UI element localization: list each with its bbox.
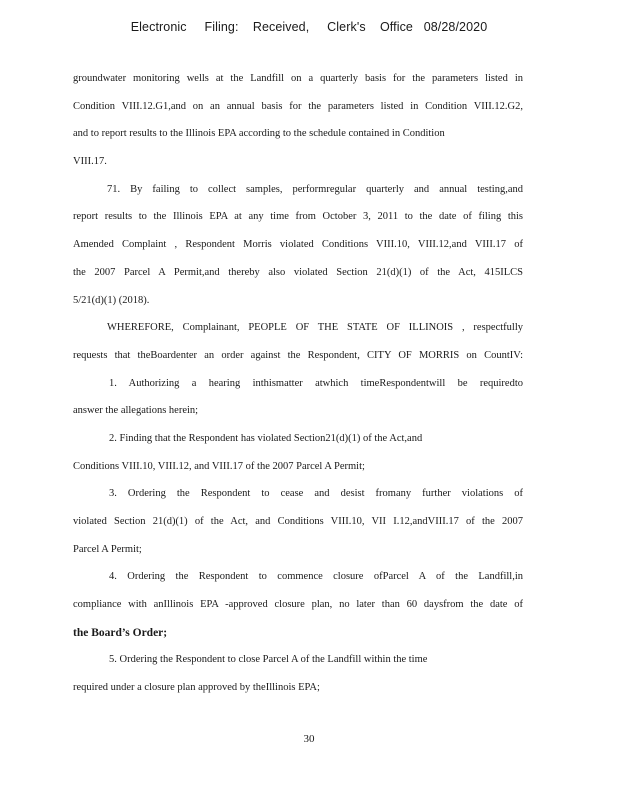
relief-item-2: 2. Finding that the Respondent has violated Section21(d)(1) of the Act,and	[109, 432, 423, 444]
text-line: VIII.17.	[73, 156, 107, 168]
text-line: requests that theBoardenter an order against the Respondent, CITY OF MORRIS on CountIV:	[73, 349, 523, 361]
relief-item-5: 5. Ordering the Respondent to close Parcel A of the Landfill within the time	[109, 654, 428, 666]
text-line: report results to the Illinois EPA at any time from October 3, 2011 to the date of filing this	[73, 211, 523, 223]
wherefore-clause: WHEREFORE, Complainant, PEOPLE OF THE STATE OF ILLINOIS , respectfully	[107, 322, 523, 334]
text-line: Amended Complaint , Respondent Morris violated Conditions VIII.10, VIII.12,and VIII.17 of	[73, 239, 523, 251]
text-line: Conditions VIII.10, VIII.12, and VIII.17 of the 2007 Parcel A Permit;	[73, 460, 365, 472]
page-number: 30	[303, 733, 315, 745]
relief-item-3: 3. Ordering the Respondent to cease and desist fromany further violations of	[109, 488, 523, 500]
text-line: required under a closure plan approved by theIllinois EPA;	[73, 682, 320, 694]
text-line: Parcel A Permit;	[73, 543, 142, 555]
text-line: and to report results to the Illinois EPA according to the schedule contained in Condition	[73, 128, 445, 140]
filing-stamp-header: Electronic Filing: Received, Clerk's Office 08/28/2020	[130, 20, 488, 34]
paragraph-71-start: 71. By failing to collect samples, performregular quarterly and annual testing,and	[107, 183, 523, 195]
text-line: answer the allegations herein;	[73, 405, 199, 417]
document-body	[73, 71, 523, 708]
text-line: the 2007 Parcel A Permit,and thereby also violated Section 21(d)(1) of the Act, 415ILCS	[73, 266, 523, 278]
text-line: 5/21(d)(1) (2018).	[73, 294, 150, 306]
text-line: violated Section 21(d)(1) of the Act, and Conditions VIII.10, VII I.12,andVIII.17 of the 2007	[73, 516, 523, 527]
text-line: the Board’s Order;	[73, 626, 168, 639]
text-line: compliance with anIllinois EPA -approved closure plan, no later than 60 daysfrom the date of	[73, 599, 523, 611]
relief-item-1: 1. Authorizing a hearing inthismatter atwhich timeRespondentwill be requiredto	[109, 377, 523, 389]
text-line: groundwater monitoring wells at the Landfill on a quarterly basis for the parameters listed in	[73, 73, 523, 84]
relief-item-4: 4. Ordering the Respondent to commence closure ofParcel A of the Landfill,in	[109, 571, 523, 583]
text-line: Condition VIII.12.G1,and on an annual basis for the parameters listed in Condition VIII.12.G2,	[73, 100, 523, 112]
